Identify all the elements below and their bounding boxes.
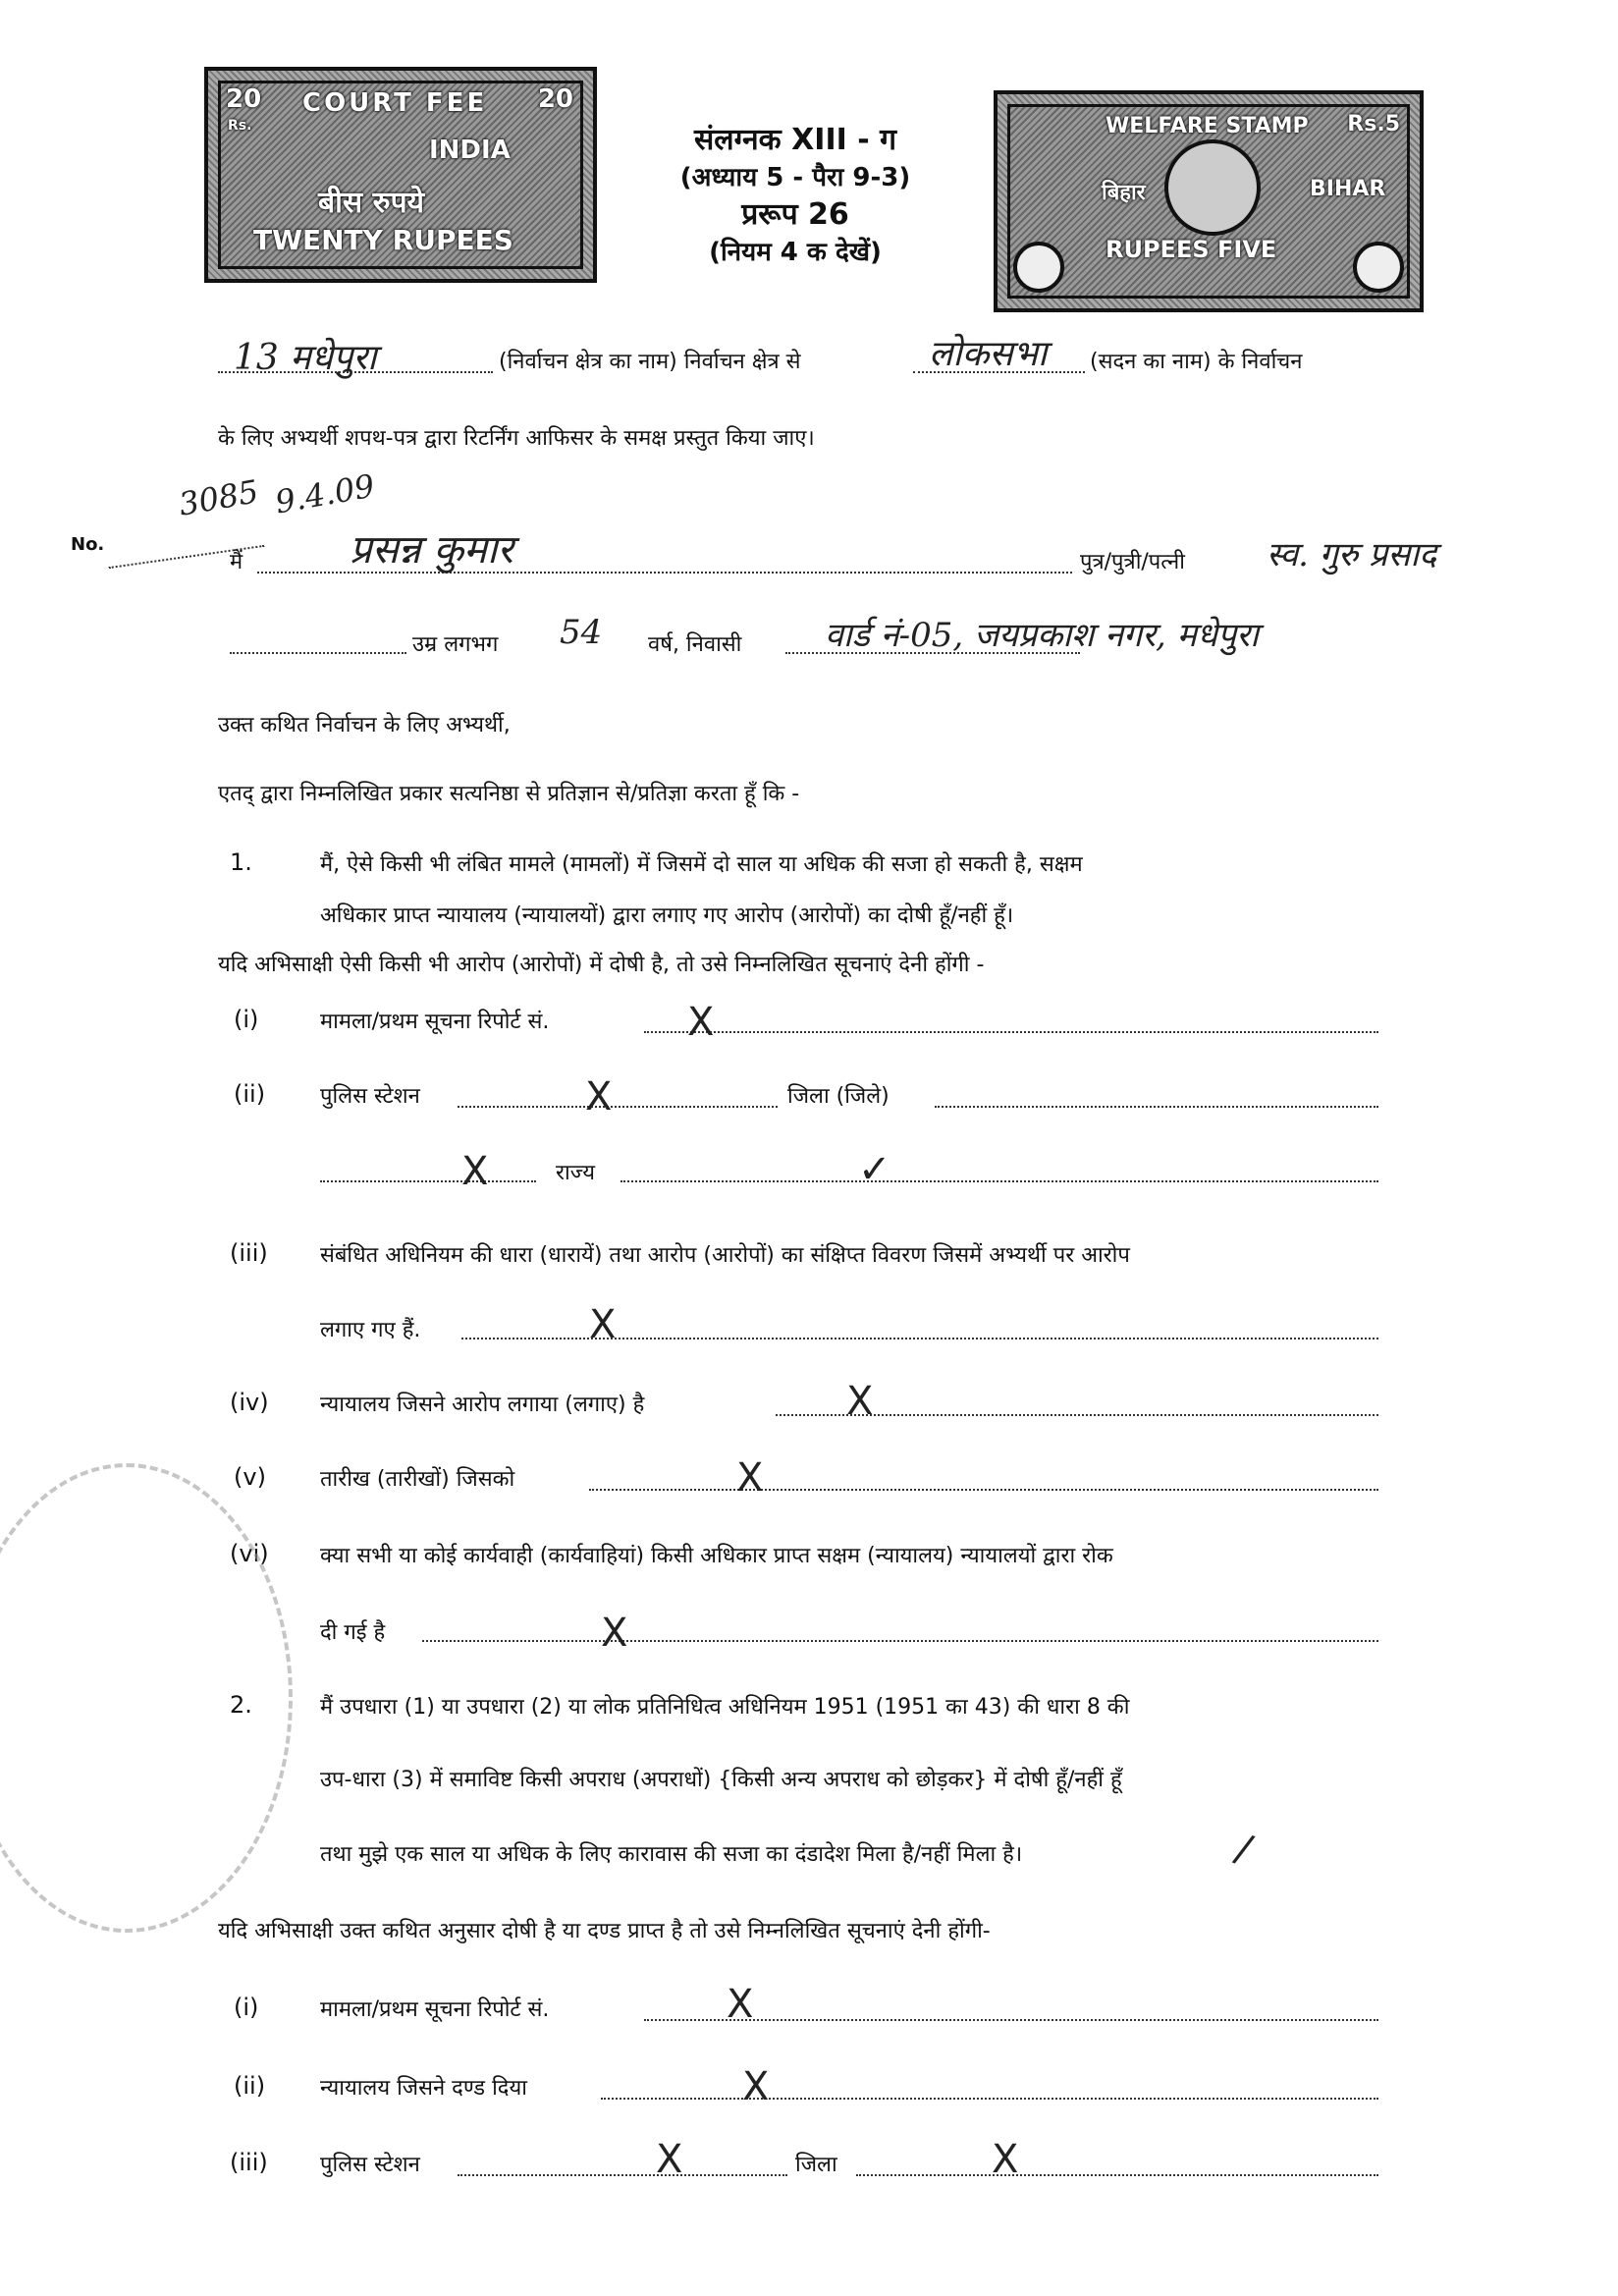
s2-item-ii-number: (ii) bbox=[234, 2072, 266, 2100]
s2-item-i-label: मामला/प्रथम सूचना रिपोर्ट सं. bbox=[320, 1997, 550, 2022]
form-title: संलग्नक XIII - ग bbox=[693, 123, 897, 157]
s1-item-iii-label-cont: लगाए गए हैं. bbox=[320, 1318, 421, 1342]
section2-line1: मैं उपधारा (1) या उपधारा (2) या लोक प्रतिनिधित्व अधिनियम 1951 (1951 का 43) की धारा 8 की bbox=[320, 1695, 1130, 1720]
intro-line2: के लिए अभ्यर्थी शपथ-पत्र द्वारा रिटर्निंग आफिसर के समक्ष प्रस्तुत किया जाए। bbox=[218, 426, 815, 451]
address-handwritten: वार्ड नं-05, जयप्रकाश नगर, मधेपुरा bbox=[825, 616, 1259, 655]
s2-item-iii-label: पुलिस स्टेशन bbox=[320, 2153, 420, 2177]
dotted-line bbox=[320, 1180, 536, 1182]
section2-line4: यदि अभिसाक्षी उक्त कथित अनुसार दोषी है या दण्ड प्राप्त है तो उसे निम्नलिखित सूचनाएं देनी होंगी- bbox=[218, 1919, 991, 1943]
cross-mark: X bbox=[736, 1455, 764, 1501]
dotted-line bbox=[458, 1106, 778, 1108]
s1-item-vi-label: क्या सभी या कोई कार्यवाही (कार्यवाहियां) किसी अधिकार प्राप्त सक्षम (न्यायालय) न्यायालयों द्वारा रोक bbox=[320, 1544, 1113, 1568]
constituency-label: (निर्वाचन क्षेत्र का नाम) निर्वाचन क्षेत्र से bbox=[499, 350, 801, 374]
stamp-denom-left: 20 bbox=[226, 84, 262, 114]
margin-no-label: No. bbox=[71, 534, 105, 555]
dotted-line bbox=[458, 2174, 787, 2176]
section1-line2: अधिकार प्राप्त न्यायालय (न्यायालयों) द्वारा लगाए गए आरोप (आरोपों) का दोषी हूँ/नहीं हूँ। bbox=[320, 903, 1014, 928]
dotted-line bbox=[422, 1640, 1378, 1642]
welfare-stamp-state-hi: बिहार bbox=[1102, 181, 1146, 205]
cross-mark: X bbox=[656, 2137, 683, 2182]
section2-number: 2. bbox=[230, 1691, 252, 1719]
declarant-name-handwritten: प्रसन्न कुमार bbox=[350, 527, 513, 573]
welfare-stamp-top-text: WELFARE STAMP bbox=[1106, 114, 1309, 138]
section1-line3: यदि अभिसाक्षी ऐसी किसी भी आरोप (आरोपों) में दोषी है, तो उसे निम्नलिखित सूचनाएं देनी होंगी - bbox=[218, 953, 985, 977]
age-label: उम्र लगभग bbox=[412, 632, 499, 657]
cross-mark: X bbox=[727, 1982, 754, 2027]
oath-line: एतद् द्वारा निम्नलिखित प्रकार सत्यनिष्ठा से प्रतिज्ञान से/प्रतिज्ञा करता हूँ कि - bbox=[218, 782, 800, 806]
s1-item-ii-state-label: राज्य bbox=[556, 1161, 596, 1185]
s1-item-v-label: तारीख (तारीखों) जिसको bbox=[320, 1467, 515, 1492]
form-chapter: (अध्याय 5 - पैरा 9-3) bbox=[679, 163, 911, 192]
court-fee-stamp bbox=[204, 67, 597, 283]
s1-item-iii-number: (iii) bbox=[230, 1239, 268, 1267]
section2-line3: तथा मुझे एक साल या अधिक के लिए कारावास की सजा का दंडादेश मिला है/नहीं मिला है। bbox=[320, 1842, 1023, 1867]
resident-label: वर्ष, निवासी bbox=[648, 632, 742, 657]
dotted-line bbox=[644, 2019, 1378, 2021]
dotted-line bbox=[601, 2098, 1378, 2100]
cross-mark: X bbox=[742, 2064, 770, 2109]
dotted-line bbox=[218, 371, 493, 373]
margin-number-handwritten: 3085 bbox=[176, 472, 262, 523]
s1-item-vi-number: (vi) bbox=[230, 1540, 269, 1567]
dotted-line bbox=[913, 371, 1085, 373]
stamp-top-text: COURT FEE bbox=[302, 88, 488, 118]
stamp-hindi-amount: बीस रुपये bbox=[318, 186, 425, 220]
relation-label: पुत्र/पुत्री/पत्नी bbox=[1080, 550, 1185, 574]
welfare-stamp-emblem-icon bbox=[1164, 139, 1261, 236]
s1-item-i-number: (i) bbox=[234, 1006, 259, 1033]
s1-item-iii-label: संबंधित अधिनियम की धारा (धारायें) तथा आरोप (आरोपों) का संक्षिप्त विवरण जिसमें अभ्यर्थी पर आरोप bbox=[320, 1243, 1130, 1268]
dotted-line bbox=[620, 1180, 1378, 1182]
form-number: प्ररूप 26 bbox=[741, 197, 849, 232]
cross-mark: X bbox=[585, 1074, 613, 1120]
tick-mark: ✓ bbox=[858, 1147, 891, 1192]
form-header bbox=[628, 122, 962, 271]
s1-item-ii-district-label: जिला (जिले) bbox=[787, 1084, 890, 1109]
s2-item-ii-label: न्यायालय जिसने दण्ड दिया bbox=[320, 2076, 527, 2101]
form-rule: (नियम 4 क देखें) bbox=[709, 238, 882, 267]
dotted-line bbox=[589, 1489, 1378, 1491]
i-label: मैं bbox=[230, 550, 243, 574]
margin-date-handwritten: 9.4.09 bbox=[272, 466, 378, 521]
candidate-line: उक्त कथित निर्वाचन के लिए अभ्यर्थी, bbox=[218, 713, 511, 738]
s1-item-ii-label: पुलिस स्टेशन bbox=[320, 1084, 420, 1109]
s2-item-i-number: (i) bbox=[234, 1994, 259, 2021]
section1-line1: मैं, ऐसे किसी भी लंबित मामले (मामलों) में जिसमें दो साल या अधिक की सजा हो सकती है, सक्षम bbox=[320, 852, 1083, 877]
constituency-name-handwritten: 13 मधेपुरा bbox=[234, 338, 377, 378]
stamp-english-amount: TWENTY RUPEES bbox=[253, 224, 513, 256]
dotted-line bbox=[856, 2174, 1378, 2176]
age-handwritten: 54 bbox=[560, 613, 603, 652]
section1-number: 1. bbox=[230, 848, 252, 876]
cross-mark: X bbox=[687, 1000, 715, 1045]
stamp-india-text: INDIA bbox=[429, 136, 511, 165]
section2-line2: उप-धारा (3) में समाविष्ट किसी अपराध (अपराधों) {किसी अन्य अपराध को छोड़कर} में दोषी हूँ/नहीं हूँ bbox=[320, 1768, 1122, 1792]
dotted-line bbox=[644, 1031, 1378, 1033]
wheel-icon bbox=[1353, 242, 1404, 293]
s1-item-iv-label: न्यायालय जिसने आरोप लगाया (लगाए) है bbox=[320, 1393, 645, 1417]
house-name-handwritten: लोकसभा bbox=[929, 334, 1048, 374]
stamp-unit: Rs. bbox=[228, 118, 252, 134]
welfare-stamp bbox=[994, 90, 1424, 312]
cross-mark: X bbox=[601, 1611, 628, 1656]
welfare-stamp-denom: Rs.5 bbox=[1347, 112, 1400, 137]
cross-mark: X bbox=[589, 1302, 617, 1347]
s1-item-vi-label-cont: दी गई है bbox=[320, 1620, 386, 1645]
dotted-line bbox=[230, 652, 406, 654]
s2-item-iii-district-label: जिला bbox=[795, 2153, 837, 2177]
s1-item-v-number: (v) bbox=[234, 1463, 266, 1491]
cross-mark: X bbox=[992, 2137, 1019, 2182]
wheel-icon bbox=[1013, 242, 1064, 293]
welfare-stamp-state-en: BIHAR bbox=[1310, 177, 1386, 201]
dotted-line bbox=[935, 1106, 1378, 1108]
stamp-denom-right: 20 bbox=[537, 84, 573, 114]
father-name-handwritten: स्व. गुरु प्रसाद bbox=[1267, 535, 1437, 574]
s1-item-i-label: मामला/प्रथम सूचना रिपोर्ट सं. bbox=[320, 1010, 550, 1034]
s2-item-iii-number: (iii) bbox=[230, 2149, 268, 2176]
house-label: (सदन का नाम) के निर्वाचन bbox=[1090, 350, 1303, 374]
welfare-stamp-amount: RUPEES FIVE bbox=[1106, 236, 1277, 263]
cross-mark: X bbox=[846, 1379, 874, 1424]
cross-mark: X bbox=[461, 1149, 489, 1194]
s1-item-ii-number: (ii) bbox=[234, 1080, 266, 1108]
s1-item-iv-number: (iv) bbox=[230, 1389, 269, 1416]
slash-mark: / bbox=[1229, 1826, 1258, 1873]
